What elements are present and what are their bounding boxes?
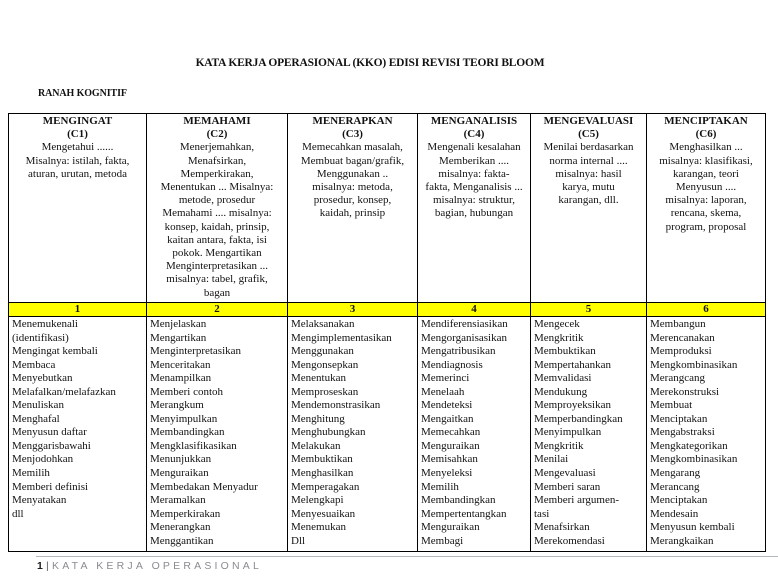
verb-item: Menghubungkan [291,426,366,439]
verb-item: Membangun [650,318,706,330]
verb-item: Memproseskan [291,385,359,398]
description-line: karangan, dll. [558,194,619,207]
description-line: bagan [203,286,231,299]
verb-item: Memperkirakan [150,507,221,520]
description-line: misalnya: laporan, [665,194,747,207]
verb-item: Menyesuaikan [291,507,356,520]
column-code-c6: (C6) [695,128,717,141]
verb-item: Menafsirkan [534,521,590,534]
verb-item: Menuliskan [12,399,64,412]
footer-title: KATA KERJA OPERASIONAL [51,560,263,572]
verb-item: Mendemonstrasikan [291,399,381,412]
verb-item: Menceritakan [150,358,211,371]
description-line: Memahami .... misalnya: [162,207,272,220]
verb-item: Mengimplementasikan [291,331,392,344]
verb-item: Memberi definisi [12,480,89,493]
description-line: metode, prosedur [178,194,256,207]
verb-item: Mengartikan [150,331,207,344]
description-line: Menyusun .... [675,181,737,194]
verb-item: (identifikasi) [12,331,69,344]
verb-item: Merangkum [150,399,204,412]
verb-item: Mengatribusikan [421,345,496,358]
verb-item: Menemukan [291,521,346,534]
column-description-c1 [11,141,144,181]
header-cell-c3 [288,114,418,303]
level-number-cell-1: 1 [9,303,147,317]
description-line: misalnya: hasil [555,167,622,180]
verb-item: Melaksanakan [291,318,355,330]
page-number: 1 [37,560,47,572]
header-cell-c2 [147,114,288,303]
verb-item: Menghafal [12,412,60,425]
verb-item: Mendukung [534,385,588,398]
description-line: Menilai berdasarkan [543,141,634,154]
verbs-cell-c4 [418,317,531,552]
description-line: kaitan antara, fakta, isi [167,233,267,246]
verb-item: Mendiferensiasikan [421,318,508,330]
verbs-cell-c3 [288,317,418,552]
description-line: Memperkirakan, [180,167,254,180]
verb-item: Membagi [421,534,464,547]
description-line: bagian, hubungan [434,207,514,220]
level-number-cell-3: 3 [288,303,418,317]
verb-item: Merancang [650,480,700,493]
verb-item: Menjelaskan [150,318,207,330]
level-number-cell-5: 5 [531,303,647,317]
verb-item: Memvalidasi [534,372,592,385]
verb-item: Merangkaikan [650,534,714,547]
verb-item: Mengevaluasi [534,467,596,480]
verb-item: Memilih [421,480,459,493]
header-cell-c1 [9,114,147,303]
verb-item: Memerinci [421,372,470,385]
verb-item: Menguraikan [421,521,480,534]
verb-item: Memecahkan [421,426,481,439]
page-footer [37,560,262,572]
verb-item: Meramalkan [150,494,206,507]
verb-item: Menguraikan [150,467,209,480]
description-line: rencana, skema, [670,207,742,220]
verb-item: Menyeleksi [421,467,473,480]
verb-item: Mengkategorikan [650,439,728,452]
level-number-cell-2: 2 [147,303,288,317]
verb-item: Menyatakan [12,494,67,507]
footer-rule [36,556,778,557]
column-code-c4: (C4) [463,128,485,141]
column-title-c5: MENGEVALUASI [543,115,634,127]
column-title-c3: MENERAPKAN [312,115,393,127]
verb-item: Melakukan [291,439,341,452]
header-cell-c6 [647,114,766,303]
description-line: program, proposal [665,220,747,233]
column-description-c4 [420,141,528,220]
verb-item: Mendiagnosis [421,358,483,371]
verb-item: Mengabstraksi [650,426,715,439]
column-title-c6: MENCIPTAKAN [664,115,748,127]
description-line: Menentukan ... Misalnya: [160,181,274,194]
verb-item: Menentukan [291,372,346,385]
verb-item: Menelaah [421,385,465,398]
level-number-row [9,303,766,317]
description-line: Menghasilkan ... [669,141,743,154]
verb-item: Membedakan Menyadur [150,480,258,493]
description-line: misalnya: tabel, grafik, [166,273,268,286]
verb-item: Menggunakan [291,345,354,358]
verb-item: Menyimpulkan [534,426,602,439]
verb-item: Membaca [12,358,56,371]
verb-item: Memberi argumen- [534,494,620,507]
verb-item: Membuktikan [291,453,353,466]
description-line: misalnya: metoda, [312,181,393,194]
column-description-c2 [149,141,285,299]
document-title: KATA KERJA OPERASIONAL (KKO) EDISI REVISI TEORI BLOOM [195,57,545,69]
verb-item: Mempertentangkan [421,507,507,520]
verb-item: Merekonstruksi [650,385,720,398]
column-title-c4: MENGANALISIS [430,115,518,127]
verb-item: Menciptakan [650,412,708,425]
footer-separator: | [46,560,52,572]
verb-item: Mengklasifikasikan [150,439,237,452]
verb-item: Mengkritik [534,439,584,452]
verb-item: Menemukenali [12,318,78,330]
verb-item: Menyimpulkan [150,412,218,425]
verb-item: Menunjukkan [150,453,212,466]
verb-item: tasi [534,507,550,520]
verb-item: Merangcang [650,372,705,385]
verbs-cell-c6 [647,317,766,552]
verb-item: Menguraikan [421,439,480,452]
verb-item: Menyusun kembali [650,521,735,534]
header-cell-c5 [531,114,647,303]
description-line: prosedur, konsep, [313,194,392,207]
verb-item: Membuat [650,399,693,412]
verb-item: Menciptakan [650,494,708,507]
verb-item: Mengkombinasikan [650,453,738,466]
description-line: misalnya: fakta- [438,167,510,180]
kko-table-container [8,113,767,554]
level-number-cell-4: 4 [418,303,531,317]
verb-item: Menerangkan [150,521,211,534]
description-line: Misalnya: istilah, fakta, [25,154,130,167]
verb-item: Menjodohkan [12,453,74,466]
verb-item: Mengecek [534,318,580,330]
verb-item: Mengkritik [534,331,584,344]
section-heading-ranah-kognitif: RANAH KOGNITIF [38,88,127,99]
verb-item: Merekomendasi [534,534,605,547]
description-line: karya, mutu [562,181,615,194]
description-line: Membuat bagan/grafik, [300,154,405,167]
header-cell-c4 [418,114,531,303]
verbs-cell-c5 [531,317,647,552]
kko-table [8,113,766,552]
verb-item: Memberi saran [534,480,601,493]
description-line: kaidah, prinsip [319,207,386,220]
verb-item: Mengkombinasikan [650,358,738,371]
verb-item: Menampilkan [150,372,212,385]
verbs-cell-c1 [9,317,147,552]
column-title-c2: MEMAHAMI [183,115,251,127]
description-line: pokok. Mengartikan [172,247,262,260]
column-code-c5: (C5) [578,128,599,141]
description-line: Memecahkan masalah, [302,141,403,154]
verb-item: Merencanakan [650,331,715,344]
verb-item: Memberi contoh [150,385,224,398]
column-code-c2: (C2) [206,128,228,141]
verb-item: Mengingat kembali [12,345,98,358]
verb-item: Memperbandingkan [534,412,623,425]
verb-item: Mengorganisasikan [421,331,507,344]
verbs-row [9,317,766,552]
verb-item: Menilai [534,453,569,466]
description-line: Menerjemahkan, [179,141,255,154]
column-code-c3: (C3) [342,128,363,141]
column-title-c1: MENGINGAT [42,115,113,127]
description-line: Mengetahui ...... [41,141,114,154]
verb-item: Menghitung [291,412,345,425]
verb-item: Dll [291,534,306,547]
description-line: aturan, urutan, metoda [28,167,127,180]
verb-item: Memproyeksikan [534,399,611,412]
verb-item: Mengonsepkan [291,358,359,371]
description-line: misalnya: klasifikasi, [659,154,753,167]
verb-item: Menghasilkan [291,467,354,480]
verb-item: Membandingkan [421,494,496,507]
description-line: misalnya: struktur, [432,194,516,207]
verb-item: Menggarisbawahi [12,439,91,452]
description-line: Menggunakan .. [316,167,389,180]
verb-item: Memproduksi [650,345,712,358]
description-line: fakta, Menganalisis ... [425,181,523,194]
verb-item: Melafalkan/melafazkan [12,385,116,398]
verb-item: Mengaitkan [421,412,474,425]
verb-item: Melengkapi [291,494,344,507]
column-description-c6 [649,141,763,233]
verb-item: Menginterpretasikan [150,345,242,358]
description-line: norma internal .... [549,154,628,167]
verb-item: Menyusun daftar [12,426,87,439]
verb-item: Mempertahankan [534,358,611,371]
description-line: Menafsirkan, [187,154,247,167]
verb-item: Memperagakan [291,480,360,493]
verb-item: Mendeteksi [421,399,473,412]
verb-item: Mengarang [650,467,701,480]
level-number-cell-6: 6 [647,303,766,317]
verb-item: Menyebutkan [12,372,73,385]
verb-item: Mendesain [650,507,699,520]
verb-item: Membandingkan [150,426,225,439]
description-line: karangan, teori [673,167,739,180]
verb-item: Memilih [12,467,50,480]
description-line: konsep, kaidah, prinsip, [164,220,270,233]
column-description-c3 [290,141,415,220]
verb-item: Menggantikan [150,534,214,547]
column-code-c1: (C1) [67,128,88,141]
description-line: Mengenali kesalahan [427,141,521,154]
verb-item: Membuktikan [534,345,596,358]
verbs-cell-c2 [147,317,288,552]
verb-item: Memisahkan [421,453,478,466]
table-header-row [9,114,766,303]
description-line: Menginterpretasikan ... [165,260,269,273]
verb-item: dll [12,507,24,520]
description-line: Memberikan .... [439,154,509,167]
column-description-c5 [533,141,644,207]
